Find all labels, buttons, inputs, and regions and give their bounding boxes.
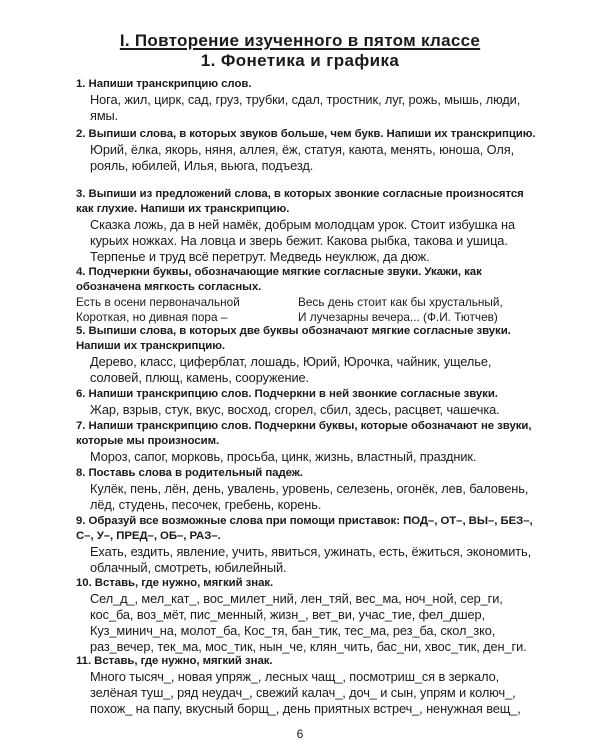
poem-line: Короткая, но дивная пора – [76,310,228,324]
poem-line: Есть в осени первоначальной [76,295,240,309]
exercise-content: Мороз, сапог, морковь, просьба, цинк, жизнь, властный, праздник. [90,449,477,464]
exercise-task: 5. Выпиши слова, в которых две буквы обозначают мягкие согласные звуки. Напиши их транскрипцию. [76,325,511,352]
exercise-task: 2. Выпиши слова, в которых звуков больше, чем букв. Напиши их транскрипцию. [76,128,536,140]
exercise-5 [76,324,538,386]
exercise-1 [76,77,538,124]
exercise-task: 8. Поставь слова в родительный падеж. [76,467,303,479]
exercise-content: Юрий, ёлка, якорь, няня, аллея, ёж, статуя, каюта, менять, юноша, Оля, рояль, юбилей, Илья, вьюга, подъезд. [90,142,515,173]
page-number: 6 [296,727,304,741]
exercise-content: Ехать, ездить, явление, учить, явиться, ужинать, есть, ёжиться, экономить, облачный, смотреть, юбилейный. [90,544,532,575]
exercise-content: Много тысяч_, новая упряж_, лесных чащ_, посмотриш_ся в зеркало, зелёная туш_, ряд неудач_, свежий калач_, доч_ и сын, упрям и колюч_, похож_ на папу, вкусный борщ_, день приятных встреч_, ненужная вещ_, [90,669,521,716]
poem-right [298,295,538,325]
exercise-3 [76,187,538,265]
exercise-content: Кулёк, пень, лён, день, увалень, уровень, селезень, огонёк, лев, баловень, лёд, студень, песочек, гребень, корень. [90,481,529,512]
poem-left [76,295,291,325]
exercise-content: Сел_д_, мел_кат_, вос_милет_ний, лен_тяй, вес_ма, ноч_ной, сер_ги, кос_ба, воз_мёт, пис_менный, жизн_, вет_ви, учас_тие, фел_дшер, Куз_минич_на, молот_ба, Кос_тя, бан_тик, тес_ма, рез_ба, скол_зко, раз_вечер, тек_ма, мос_тик, нын_че, клян_чить, бас_ни, хвос_тик, ден_ги. [90,591,527,654]
exercise-content: Дерево, класс, циферблат, лошадь, Юрий, Юрочка, чайник, ущелье, соловей, плющ, камень, сооружение. [90,354,492,385]
poem-block [76,295,538,325]
exercise-4 [76,265,538,325]
exercise-task: 11. Вставь, где нужно, мягкий знак. [76,655,273,667]
exercise-9 [76,514,538,576]
exercise-8 [76,466,538,513]
exercise-2 [76,127,538,174]
exercise-7 [76,419,538,465]
exercise-content: Жар, взрыв, стук, вкус, восход, сгорел, сбил, здесь, расцвет, чашечка. [90,402,500,417]
exercise-task: 3. Выпиши из предложений слова, в которых звонкие согласные произносятся как глухие. Напиши их транскрипцию. [76,188,524,215]
exercise-task: 4. Подчеркни буквы, обозначающие мягкие согласные звуки. Укажи, как обозначена мягкость согласных. [76,266,482,293]
section-title: I. Повторение изученного в пятом классе [119,31,481,50]
exercise-task: 9. Образуй все возможные слова при помощи приставок: ПОД–, ОТ–, ВЫ–, БЕЗ–, С–, У–, ПРЕД–, ОБ–, РАЗ–. [76,515,533,542]
poem-line: Весь день стоит как бы хрустальный, [298,295,503,309]
exercise-content: Нога, жил, цирк, сад, груз, трубки, сдал, тростник, луг, рожь, мышь, люди, ямы. [90,92,521,123]
exercise-task: 6. Напиши транскрипцию слов. Подчеркни в ней звонкие согласные звуки. [76,388,498,400]
exercise-6 [76,387,538,418]
exercise-task: 1. Напиши транскрипцию слов. [76,78,252,90]
topic-title: 1. Фонетика и графика [200,51,400,70]
exercise-content: Сказка ложь, да в ней намёк, добрым молодцам урок. Стоит избушка на курьих ножках. На ловца и зверь бежит. Какова рыбка, такова и ушица. Терпенье и труд всё перетрут. Медведь неуклюж, да дюж. [90,217,516,264]
exercise-task: 10. Вставь, где нужно, мягкий знак. [76,577,274,589]
exercise-11 [76,654,538,717]
poem-line: И лучезарны вечера... (Ф.И. Тютчев) [298,310,498,324]
exercise-task: 7. Напиши транскрипцию слов. Подчеркни буквы, которые обозначают не звуки, которые мы произносим. [76,420,532,447]
exercise-10 [76,576,538,655]
